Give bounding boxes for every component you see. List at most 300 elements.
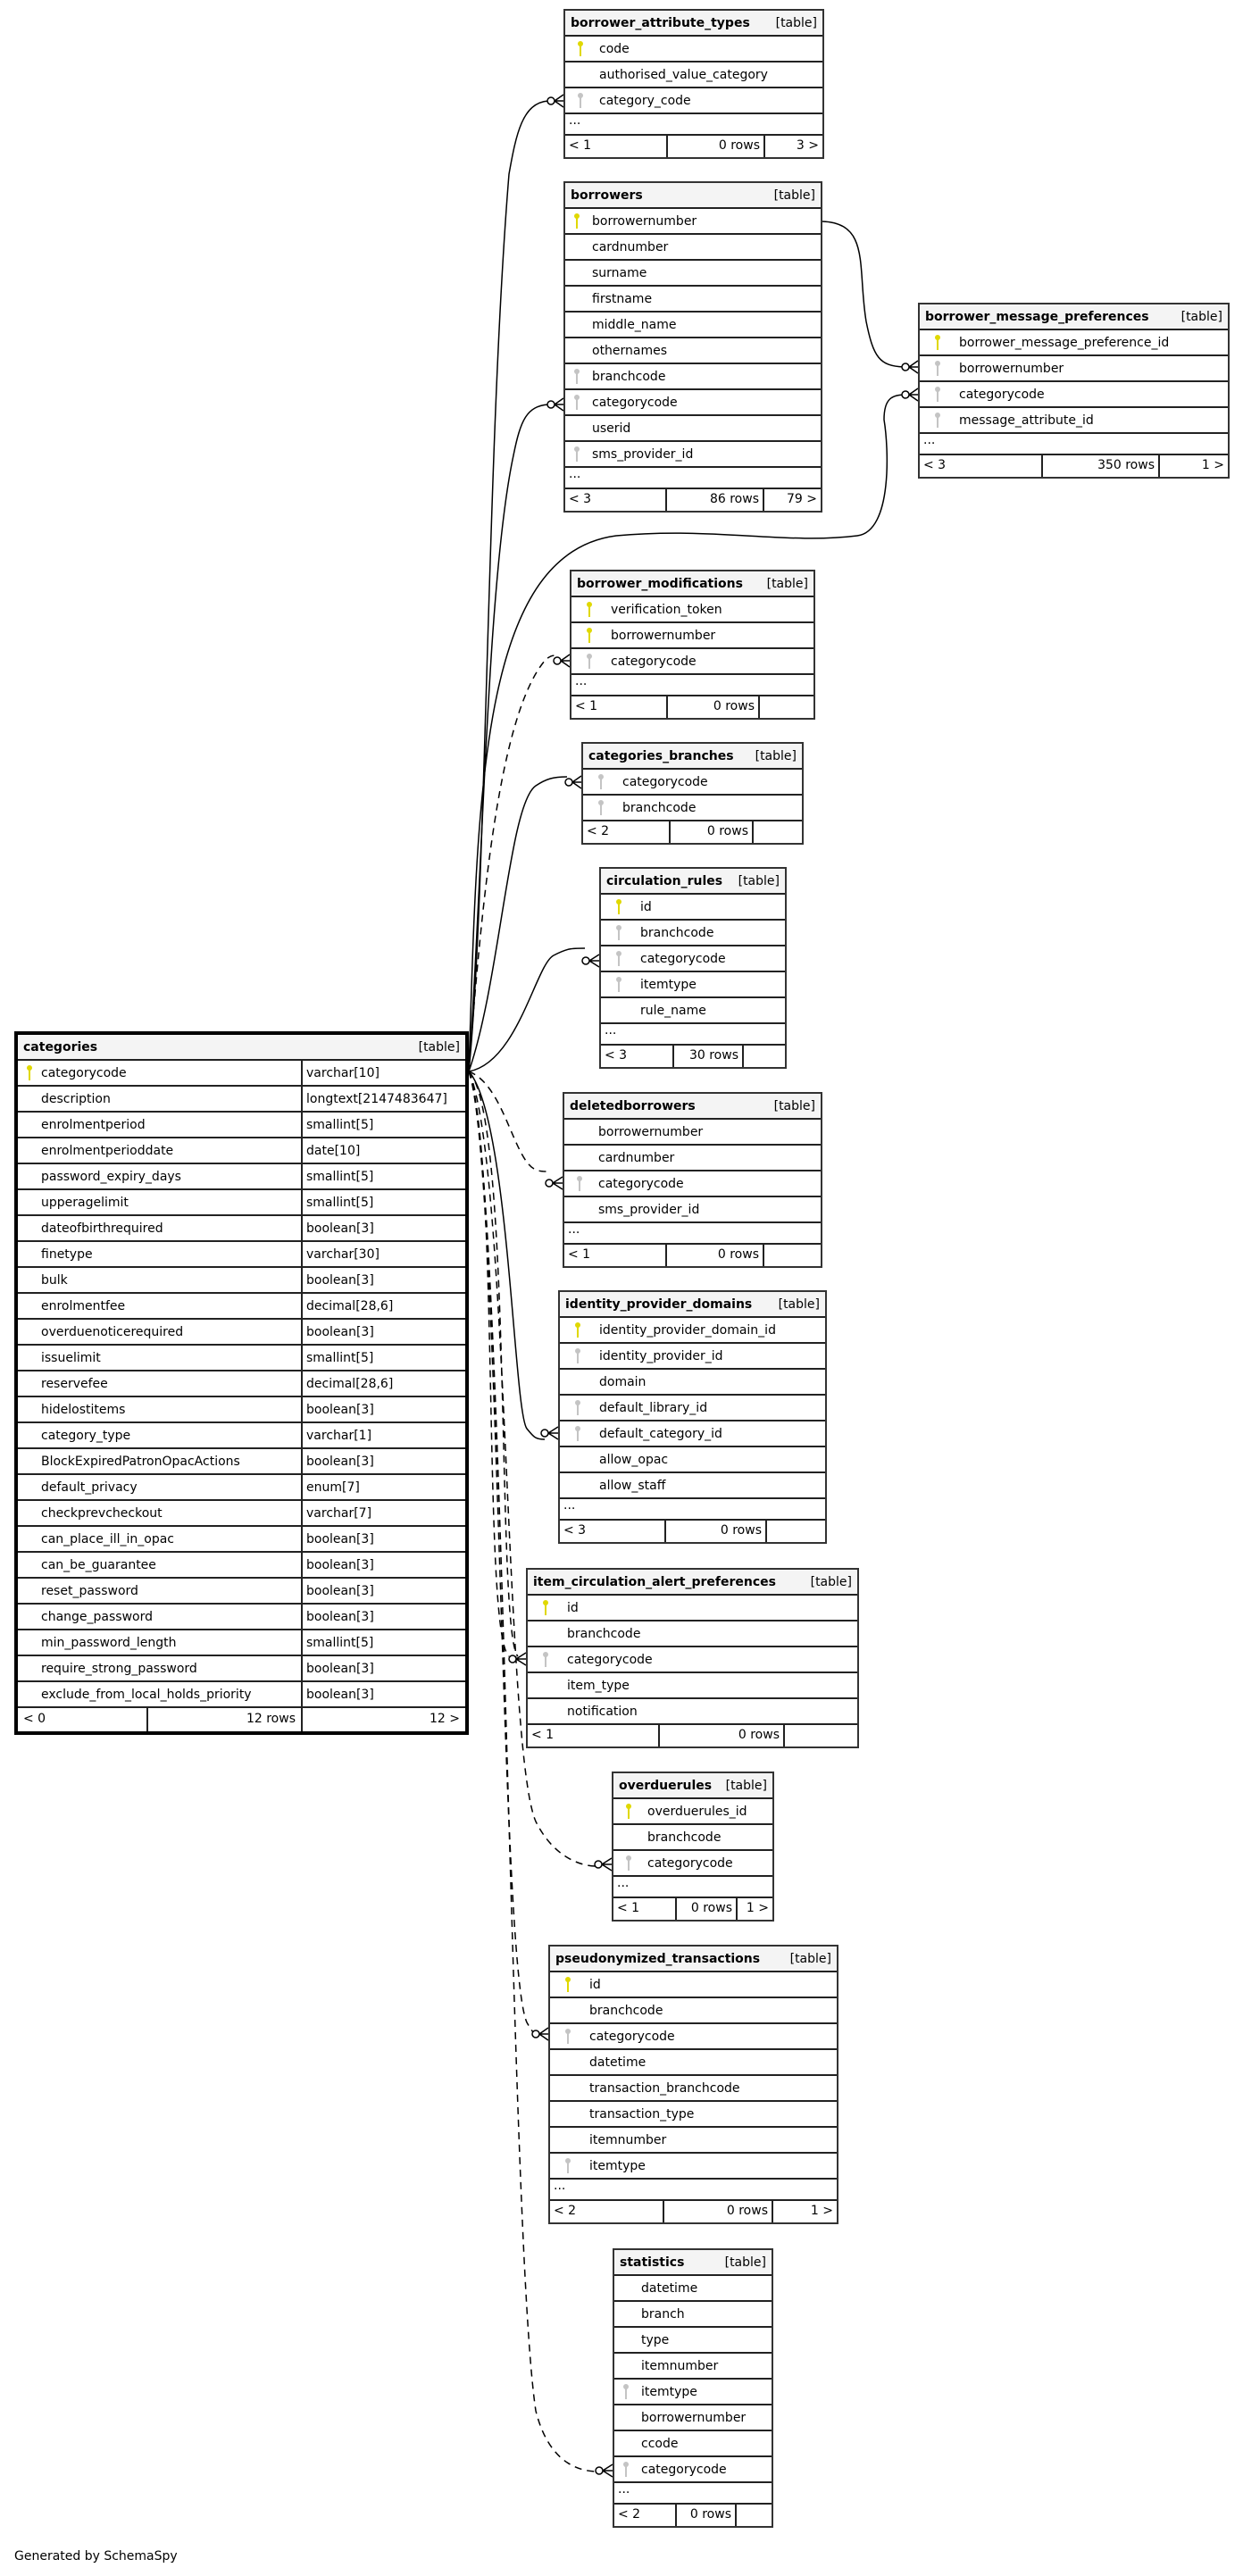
column-row[interactable] xyxy=(18,1268,465,1294)
foreign-key-icon xyxy=(622,2462,630,2478)
column-type: smallint[5] xyxy=(306,1635,374,1650)
column-name-cell xyxy=(18,1113,303,1137)
column-name: type xyxy=(641,2332,670,2347)
table-name[interactable]: circulation_rules xyxy=(606,873,723,888)
column-row[interactable] xyxy=(565,88,822,114)
children-count-link[interactable] xyxy=(737,2505,772,2526)
table-name[interactable]: categories xyxy=(23,1039,98,1055)
key-cell xyxy=(601,951,637,967)
column-name-cell xyxy=(18,1553,303,1577)
foreign-key-icon xyxy=(564,2029,571,2045)
column-name: overduenoticerequired xyxy=(41,1324,184,1339)
column-row[interactable] xyxy=(614,2380,772,2405)
foreign-key-icon xyxy=(615,925,622,941)
column-type: smallint[5] xyxy=(306,1195,374,1210)
column-name-cell xyxy=(18,1397,303,1421)
column-row[interactable] xyxy=(550,2076,837,2102)
primary-key-icon xyxy=(625,1804,632,1820)
column-row[interactable] xyxy=(564,1171,821,1197)
column-type: boolean[3] xyxy=(306,1454,374,1469)
row-count: 0 rows xyxy=(677,1898,738,1920)
column-type: longtext[2147483647] xyxy=(306,1091,447,1106)
column-name: BlockExpiredPatronOpacActions xyxy=(41,1454,240,1469)
column-row[interactable] xyxy=(18,1553,465,1579)
parents-count-link[interactable]: < 3 xyxy=(565,489,667,511)
table-kind-label: [table] xyxy=(773,1098,815,1113)
parents-count-link[interactable]: < 1 xyxy=(571,696,668,718)
column-name: issuelimit xyxy=(41,1350,101,1365)
column-name-cell xyxy=(18,1216,303,1240)
table-name[interactable]: item_circulation_alert_preferences xyxy=(533,1574,777,1589)
column-row[interactable] xyxy=(560,1370,825,1396)
column-row[interactable] xyxy=(920,356,1228,382)
column-name-cell xyxy=(18,1164,303,1188)
table-name[interactable]: borrower_message_preferences xyxy=(925,309,1149,324)
table-name[interactable]: categories_branches xyxy=(588,748,734,763)
column-row[interactable] xyxy=(550,1972,837,1998)
column-row[interactable] xyxy=(614,2302,772,2328)
table-kind-label: [table] xyxy=(766,576,808,591)
column-name: surname xyxy=(592,265,647,280)
table-header[interactable] xyxy=(614,2250,772,2276)
parents-count-link[interactable]: < 3 xyxy=(560,1521,666,1542)
column-row[interactable] xyxy=(601,895,785,921)
column-type: boolean[3] xyxy=(306,1272,374,1288)
column-name-cell xyxy=(18,1087,303,1111)
column-name: datetime xyxy=(641,2280,698,2296)
foreign-key-icon xyxy=(577,93,584,109)
children-count-link[interactable]: 1 > xyxy=(746,1901,769,1915)
column-row[interactable] xyxy=(614,2276,772,2302)
column-row[interactable] xyxy=(18,1449,465,1475)
column-row[interactable] xyxy=(18,1061,465,1087)
table-name[interactable]: overduerules xyxy=(619,1778,713,1793)
column-row[interactable] xyxy=(565,235,821,261)
more-columns-ellipsis[interactable]: ... xyxy=(920,434,1228,455)
foreign-key-icon xyxy=(564,2158,571,2174)
column-name: borrowernumber xyxy=(592,213,697,229)
column-row[interactable] xyxy=(18,1138,465,1164)
column-row[interactable] xyxy=(601,972,785,998)
column-row[interactable] xyxy=(565,209,821,235)
column-row[interactable] xyxy=(920,330,1228,356)
column-row[interactable] xyxy=(560,1421,825,1447)
table-header[interactable] xyxy=(528,1570,857,1596)
column-row[interactable] xyxy=(18,1682,465,1708)
edge-categories-to-deletedborrowers xyxy=(469,1071,548,1171)
column-name: upperagelimit xyxy=(41,1195,129,1210)
column-name-cell xyxy=(18,1501,303,1525)
column-row[interactable] xyxy=(18,1371,465,1397)
column-row[interactable] xyxy=(614,2457,772,2483)
key-cell xyxy=(601,899,637,915)
foreign-key-icon xyxy=(576,1176,583,1192)
column-name-cell xyxy=(18,1579,303,1603)
table-name[interactable]: identity_provider_domains xyxy=(565,1296,753,1312)
key-cell xyxy=(550,2029,586,2045)
column-name: branchcode xyxy=(589,2003,663,2018)
column-name: borrowernumber xyxy=(598,1124,704,1139)
column-row[interactable] xyxy=(550,2050,837,2076)
column-row[interactable] xyxy=(601,998,785,1024)
column-type: boolean[3] xyxy=(306,1221,374,1236)
column-row[interactable] xyxy=(565,338,821,364)
column-type: smallint[5] xyxy=(306,1350,374,1365)
column-row[interactable] xyxy=(571,597,813,623)
column-row[interactable] xyxy=(550,2024,837,2050)
table-pseudonymized-transactions[interactable] xyxy=(548,1945,838,2224)
column-name: enrolmentperiod xyxy=(41,1117,146,1132)
table-item-circulation-alert-preferences[interactable] xyxy=(526,1568,859,1748)
more-columns-ellipsis[interactable]: ... xyxy=(571,675,813,696)
column-name: categorycode xyxy=(41,1065,127,1080)
foreign-key-icon xyxy=(574,1426,581,1442)
key-cell xyxy=(560,1348,596,1364)
column-row[interactable] xyxy=(18,1190,465,1216)
children-count-link[interactable]: 3 > xyxy=(796,138,819,153)
column-name: branchcode xyxy=(640,925,714,940)
parents-count-link[interactable]: < 2 xyxy=(583,821,671,843)
column-type: boolean[3] xyxy=(306,1557,374,1572)
column-name: borrower_message_preference_id xyxy=(959,335,1170,350)
foreign-key-icon xyxy=(574,1348,581,1364)
foreign-key-icon xyxy=(625,1855,632,1872)
column-row[interactable] xyxy=(18,1087,465,1113)
parents-count-link[interactable]: < 2 xyxy=(614,2505,677,2526)
column-row[interactable] xyxy=(18,1294,465,1320)
parents-count-link[interactable]: < 1 xyxy=(565,136,668,157)
column-name: category_type xyxy=(41,1428,131,1443)
column-type: decimal[28,6] xyxy=(306,1298,394,1313)
foreign-key-icon xyxy=(615,977,622,993)
key-cell xyxy=(920,361,955,377)
column-name-cell xyxy=(18,1294,303,1318)
column-row[interactable] xyxy=(528,1596,857,1621)
column-row[interactable] xyxy=(550,1998,837,2024)
column-row[interactable] xyxy=(550,2128,837,2154)
column-name: default_category_id xyxy=(599,1426,722,1441)
column-row[interactable] xyxy=(18,1346,465,1371)
column-name: description xyxy=(41,1091,111,1106)
table-circulation-rules[interactable] xyxy=(599,867,787,1069)
table-kind-label: [table] xyxy=(755,748,797,763)
column-name: transaction_type xyxy=(589,2106,695,2122)
parents-count-link[interactable]: < 1 xyxy=(528,1725,660,1747)
key-cell xyxy=(601,925,637,941)
column-type: enum[7] xyxy=(306,1480,360,1495)
table-borrower-modifications[interactable] xyxy=(570,570,815,720)
table-header[interactable] xyxy=(601,869,785,895)
row-count: 0 rows xyxy=(664,2201,773,2222)
column-row[interactable] xyxy=(18,1423,465,1449)
foreign-key-icon xyxy=(574,1400,581,1416)
column-row[interactable] xyxy=(565,416,821,442)
column-row[interactable] xyxy=(560,1447,825,1473)
column-name: itemnumber xyxy=(589,2132,667,2147)
foreign-key-icon xyxy=(542,1652,549,1668)
table-categories[interactable] xyxy=(14,1031,469,1735)
column-row[interactable] xyxy=(528,1647,857,1673)
column-row[interactable] xyxy=(583,796,802,821)
more-columns-ellipsis[interactable]: ... xyxy=(601,1024,785,1046)
column-name: finetype xyxy=(41,1246,93,1262)
table-footer xyxy=(613,1898,772,1920)
column-row[interactable] xyxy=(564,1197,821,1223)
column-row[interactable] xyxy=(18,1501,465,1527)
table-header[interactable] xyxy=(18,1035,465,1061)
parents-count-link[interactable]: < 1 xyxy=(613,1898,677,1920)
column-name: id xyxy=(567,1600,579,1615)
column-row[interactable] xyxy=(18,1164,465,1190)
more-columns-ellipsis[interactable]: ... xyxy=(560,1499,825,1521)
column-type: varchar[7] xyxy=(306,1505,372,1521)
row-count: 0 rows xyxy=(671,821,754,843)
column-name: password_expiry_days xyxy=(41,1169,181,1184)
table-header[interactable] xyxy=(550,1947,837,1972)
children-count-link[interactable] xyxy=(744,1046,785,1067)
column-row[interactable] xyxy=(583,770,802,796)
column-row[interactable] xyxy=(18,1527,465,1553)
more-columns-ellipsis[interactable]: ... xyxy=(565,114,822,136)
column-row[interactable] xyxy=(565,37,822,63)
table-kind-label: [table] xyxy=(1180,309,1222,324)
column-name: itemnumber xyxy=(641,2358,719,2373)
column-row[interactable] xyxy=(18,1656,465,1682)
column-row[interactable] xyxy=(601,946,785,972)
children-count-link[interactable]: 79 > xyxy=(787,492,817,506)
parents-count-link[interactable]: < 2 xyxy=(550,2201,664,2222)
children-count-link[interactable]: 1 > xyxy=(810,2204,833,2218)
column-name: categorycode xyxy=(611,654,697,669)
column-name-cell xyxy=(18,1682,303,1706)
primary-key-icon xyxy=(26,1065,33,1081)
column-name: item_type xyxy=(567,1678,630,1693)
table-borrowers[interactable] xyxy=(563,181,822,513)
table-name[interactable]: borrowers xyxy=(571,188,643,203)
table-header[interactable] xyxy=(613,1773,772,1799)
column-name: categorycode xyxy=(589,2029,675,2044)
column-name: sms_provider_id xyxy=(598,1202,700,1217)
table-kind-label: [table] xyxy=(724,2255,766,2270)
column-row[interactable] xyxy=(18,1630,465,1656)
column-row[interactable] xyxy=(565,287,821,313)
column-name: middle_name xyxy=(592,317,677,332)
column-row[interactable] xyxy=(565,364,821,390)
column-name: id xyxy=(589,1977,601,1992)
key-cell xyxy=(571,628,607,644)
column-row[interactable] xyxy=(601,921,785,946)
column-name: bulk xyxy=(41,1272,68,1288)
table-statistics[interactable] xyxy=(613,2248,773,2528)
column-row[interactable] xyxy=(565,63,822,88)
column-row[interactable] xyxy=(550,2154,837,2180)
column-row[interactable] xyxy=(18,1579,465,1605)
column-row[interactable] xyxy=(613,1851,772,1877)
column-row[interactable] xyxy=(560,1473,825,1499)
column-row[interactable] xyxy=(920,382,1228,408)
table-header[interactable] xyxy=(571,571,813,597)
table-name[interactable]: borrower_attribute_types xyxy=(571,15,750,30)
row-count: 0 rows xyxy=(677,2505,737,2526)
column-name-cell xyxy=(18,1656,303,1680)
foreign-key-icon xyxy=(934,387,941,403)
column-row[interactable] xyxy=(18,1397,465,1423)
column-row[interactable] xyxy=(18,1242,465,1268)
column-row[interactable] xyxy=(560,1318,825,1344)
row-count: 0 rows xyxy=(660,1725,785,1747)
edge-categories-to-identity-provider-domains xyxy=(469,1071,545,1439)
more-columns-ellipsis[interactable]: ... xyxy=(564,1223,821,1245)
column-row[interactable] xyxy=(528,1673,857,1699)
column-row[interactable] xyxy=(565,261,821,287)
table-overduerules[interactable] xyxy=(612,1772,774,1922)
column-name: identity_provider_id xyxy=(599,1348,723,1363)
key-cell xyxy=(601,977,637,993)
parents-count-link[interactable]: < 3 xyxy=(601,1046,674,1067)
row-count: 12 rows xyxy=(148,1708,303,1731)
column-name-cell xyxy=(18,1449,303,1473)
column-name: branchcode xyxy=(647,1830,722,1845)
column-type: varchar[10] xyxy=(306,1065,380,1080)
column-row[interactable] xyxy=(18,1113,465,1138)
column-row[interactable] xyxy=(560,1396,825,1421)
column-name: allow_staff xyxy=(599,1478,666,1493)
column-name: datetime xyxy=(589,2055,647,2070)
table-borrower-attribute-types[interactable] xyxy=(563,9,824,159)
table-header[interactable] xyxy=(583,744,802,770)
column-name: itemtype xyxy=(640,977,697,992)
more-columns-ellipsis[interactable]: ... xyxy=(614,2483,772,2505)
column-name-cell xyxy=(18,1605,303,1629)
parents-count-link[interactable]: < 0 xyxy=(18,1708,148,1731)
column-row[interactable] xyxy=(614,2328,772,2354)
column-row[interactable] xyxy=(560,1344,825,1370)
key-cell xyxy=(613,1804,644,1820)
column-type: boolean[3] xyxy=(306,1583,374,1598)
table-categories-branches[interactable] xyxy=(581,742,804,845)
table-footer xyxy=(550,2201,837,2222)
column-name: overduerules_id xyxy=(647,1804,747,1819)
column-name: sms_provider_id xyxy=(592,446,694,462)
column-name: default_privacy xyxy=(41,1480,138,1495)
table-header[interactable] xyxy=(920,304,1228,330)
column-row[interactable] xyxy=(564,1146,821,1171)
primary-key-icon xyxy=(577,41,584,57)
key-cell xyxy=(920,387,955,403)
children-count-link[interactable] xyxy=(767,1521,825,1542)
column-name: borrowernumber xyxy=(959,361,1064,376)
table-deletedborrowers[interactable] xyxy=(563,1092,822,1268)
children-count-link[interactable] xyxy=(754,821,802,843)
foreign-key-icon xyxy=(622,2384,630,2400)
column-row[interactable] xyxy=(571,649,813,675)
column-name: default_library_id xyxy=(599,1400,708,1415)
column-name: allow_opac xyxy=(599,1452,669,1467)
column-name: rule_name xyxy=(640,1003,706,1018)
column-row[interactable] xyxy=(565,313,821,338)
key-cell xyxy=(18,1065,41,1081)
row-count: 0 rows xyxy=(668,696,760,718)
more-columns-ellipsis[interactable]: ... xyxy=(565,468,821,489)
row-count: 0 rows xyxy=(667,1245,764,1266)
column-row[interactable] xyxy=(571,623,813,649)
key-cell xyxy=(528,1600,563,1616)
column-type: boolean[3] xyxy=(306,1402,374,1417)
column-name: ccode xyxy=(641,2436,679,2451)
column-row[interactable] xyxy=(614,2405,772,2431)
table-footer xyxy=(565,136,822,157)
column-row[interactable] xyxy=(550,2102,837,2128)
children-count-link[interactable] xyxy=(760,696,813,718)
row-count: 0 rows xyxy=(668,136,765,157)
table-header[interactable] xyxy=(565,11,822,37)
column-name-cell xyxy=(18,1346,303,1370)
children-count-link[interactable]: 12 > xyxy=(430,1712,460,1726)
column-row[interactable] xyxy=(613,1799,772,1825)
column-row[interactable] xyxy=(613,1825,772,1851)
key-cell xyxy=(565,213,588,229)
column-row[interactable] xyxy=(614,2431,772,2457)
table-name[interactable]: borrower_modifications xyxy=(577,576,743,591)
children-count-link[interactable] xyxy=(764,1245,821,1266)
column-row[interactable] xyxy=(920,408,1228,434)
column-name: min_password_length xyxy=(41,1635,177,1650)
column-row[interactable] xyxy=(564,1120,821,1146)
parents-count-link[interactable]: < 3 xyxy=(920,455,1043,477)
column-row[interactable] xyxy=(18,1320,465,1346)
column-row[interactable] xyxy=(18,1216,465,1242)
column-row[interactable] xyxy=(18,1475,465,1501)
table-footer xyxy=(560,1521,825,1542)
table-header[interactable] xyxy=(564,1094,821,1120)
foreign-key-icon xyxy=(573,395,580,411)
column-name: branchcode xyxy=(592,369,666,384)
column-name: checkprevcheckout xyxy=(41,1505,163,1521)
column-row[interactable] xyxy=(528,1699,857,1725)
table-header[interactable] xyxy=(560,1292,825,1318)
column-row[interactable] xyxy=(528,1621,857,1647)
column-name: enrolmentperioddate xyxy=(41,1143,174,1158)
parents-count-link[interactable]: < 1 xyxy=(564,1245,667,1266)
foreign-key-icon xyxy=(597,774,605,790)
table-header[interactable] xyxy=(565,183,821,209)
table-kind-label: [table] xyxy=(738,873,780,888)
key-cell xyxy=(571,602,607,618)
edge-categories-to-item-circulation-alert-preferences-2 xyxy=(469,1071,518,1656)
column-name: dateofbirthrequired xyxy=(41,1221,163,1236)
column-name: reservefee xyxy=(41,1376,108,1391)
key-cell xyxy=(565,395,588,411)
table-kind-label: [table] xyxy=(418,1039,460,1055)
column-row[interactable] xyxy=(614,2354,772,2380)
table-identity-provider-domains[interactable] xyxy=(558,1290,827,1544)
key-cell xyxy=(920,335,955,351)
children-count-link[interactable] xyxy=(785,1725,857,1747)
column-row[interactable] xyxy=(565,390,821,416)
key-cell xyxy=(583,800,619,816)
more-columns-ellipsis[interactable]: ... xyxy=(550,2180,837,2201)
table-borrower-message-preferences[interactable] xyxy=(918,303,1230,479)
table-name[interactable]: deletedborrowers xyxy=(570,1098,696,1113)
table-name[interactable]: statistics xyxy=(620,2255,685,2270)
column-row[interactable] xyxy=(565,442,821,468)
column-row[interactable] xyxy=(18,1605,465,1630)
column-name: reset_password xyxy=(41,1583,138,1598)
table-footer xyxy=(565,489,821,511)
more-columns-ellipsis[interactable]: ... xyxy=(613,1877,772,1898)
table-name[interactable]: pseudonymized_transactions xyxy=(555,1951,761,1966)
children-count-link[interactable]: 1 > xyxy=(1201,458,1224,472)
